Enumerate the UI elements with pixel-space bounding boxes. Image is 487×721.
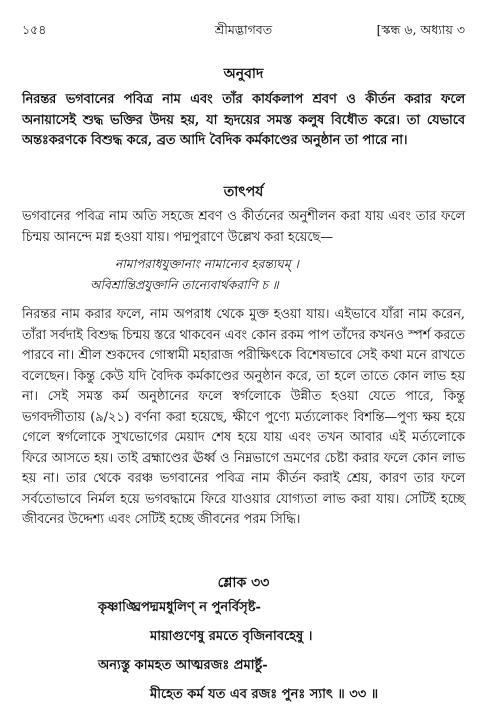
book-title: শ্রীমদ্ভাগবত <box>214 22 273 37</box>
page-number: ১৫৪ <box>22 22 47 37</box>
sloka-heading: শ্লোক ৩৩ <box>217 575 270 591</box>
purport-paragraph-1: ভগবানের পবিত্র নাম অতি সহজে শ্রবণ ও কীর্তনের অনুশীলন করা যায় এবং তার ফলে চিন্ময় আনন্দে মগ্ন হওয়া যায়। পদ্মপুরাণে উল্লেখ করা হয়েছে— <box>22 209 465 245</box>
translation-heading: অনুবাদ <box>223 66 264 82</box>
sloka-line-3: অন্যস্তু কামহত আত্মরজঃ প্রমার্ষ্টু- <box>98 658 268 673</box>
purport-heading: তাৎপর্য <box>223 184 264 200</box>
translation-text: নিরন্তর ভগবানের পবিত্র নাম এবং তাঁর কার্যকলাপ শ্রবণ ও কীর্তন করার ফলে অনায়াসেই শুদ্ধ ভক্তির উদয় হয়, যা হৃদয়ের সমস্ত কলুষ বিধৌত করে। তা যেভাবে অন্তঃকরণকে বিশুদ্ধ করে, ব্রত আদি বৈদিক কর্মকাণ্ডের অনুষ্ঠান তা পারে না। <box>22 92 465 148</box>
page-header <box>22 20 465 40</box>
sloka-line-4: মীহেত কর্ম যত এব রজঃ পুনঃ স্যাৎ ॥ ৩৩ ॥ <box>150 687 379 702</box>
sloka-line-2: মায়াগুণেষু রমতে বৃজিনাবহেষু । <box>150 629 313 644</box>
chapter-reference: [স্কন্ধ ৬, অধ্যায় ৩ <box>376 22 465 37</box>
sloka-line-1: কৃষ্ণাঙ্ঘ্রিপদ্মমধুলিণ্ ন পুনর্বিসৃষ্ট- <box>98 600 261 615</box>
purport-paragraph-2: নিরন্তর নাম করার ফলে, নাম অপরাধ থেকে মুক্ত হওয়া যায়। এইভাবে যাঁরা নাম করেন, তাঁরা সর্বদাই বিশুদ্ধ চিন্ময় স্তরে থাকবেন এবং কোন রকম পাপ তাঁদের কখনও স্পর্শ করতে পারবে না। শ্রীল শুকদেব গোস্বামী মহারাজ পরীক্ষিৎকে বিশেষভাবে সেই কথা মনে রাখতে বলেছেন। কিন্তু কেউ যদি বৈদিক কর্মকাণ্ডের অনুষ্ঠান করে, তা হলে তাতে কোন লাভ হয় না। সেই সমস্ত কর্ম অনুষ্ঠানের ফলে স্বর্গলোকে উন্নীত হওয়া যেতে পারে, কিন্তু ভগবদ্গীতায় (৯/২১) বর্ণনা করা হয়েছে, ক্ষীণে পুণ্যে মর্ত্যলোকং বিশন্তি—পুণ্য ক্ষয় হয়ে গেলে স্বর্গলোকে সুখভোগের মেয়াদ শেষ হয়ে যায় এবং তখন আবার এই মর্ত্যলোকে ফিরে আসতে হয়। তাই ব্রহ্মাণ্ডের ঊর্ধ্ব ও নিম্নভাগে ভ্রমণের চেষ্টা করার ফলে কোন লাভ হয় না। তার থেকে বরঞ্চ ভগবানের পবিত্র নাম কীর্তন করাই শ্রেয়, কারণ তার ফলে সর্বতোভাবে নির্মল হয়ে ভগবদ্ধামে ফিরে যাওয়ার যোগ্যতা লাভ করা যায়। সেটিই হচ্ছে জীবনের উদ্দেশ্য এবং সেটিই হচ্ছে জীবনের পরম সিদ্ধি। <box>22 307 465 527</box>
purport-quote-line-2: অবিশ্রান্তিপ্রযুক্তানি তান্যেবার্থকরাণি চ ॥ <box>90 278 279 292</box>
purport-quote-line-1: নামাপরাধযুক্তানাং নামান্যেব হরন্ত্যঘম্ । <box>115 257 299 271</box>
